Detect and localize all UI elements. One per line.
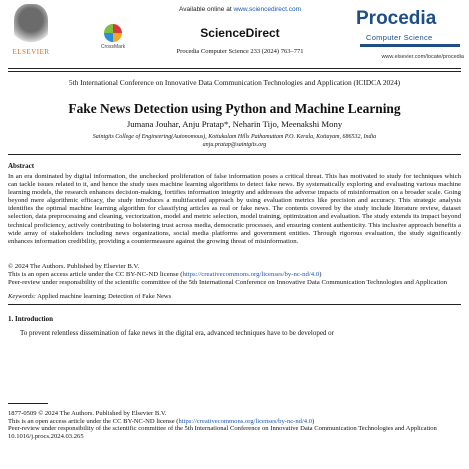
issn-line: 1877-0509 © 2024 The Authors. Published by Elsevier B.V. (8, 410, 167, 417)
crossmark-label: CrossMark (100, 44, 126, 50)
abstract-text: In an era dominated by digital information, the unchecked proliferation of false information poses a critical threat. This has motivated to study for techniques which can tackle issues related to it, and hence the study uses machine learning algorithms to detect fake news. By systematically exploring and evaluating various machine learning models, the research enhances decision-making, fortifies information integrity and addresses the adverse impacts of misinformation on a broader scale. Going beyond mere algorithmic efficacy, the study introduces a multifaceted approach by using evaluation metrics like precision and accuracy. This strategic analysis identifies the optimal machine learning algorithm for classifying articles as real or fake news. The contents covered by the study include literature review, dataset selection, data preprocessing and cleaning, vectorization, model and metric selection, model training, optimization and evaluation. The study extends its impact beyond technical proficiency, actively contributing to bolstering trust across media, democratic processes, and ensuring content authenticity. This inclusive approach benefits a wide array of stakeholders including news organizations, social media platforms and government entities. Through rigorous evaluation, the study significantly enhances information credibility, providing a countermeasure against the growing threat of misinformation. (8, 173, 461, 245)
keywords-line (8, 293, 461, 300)
crossmark-icon[interactable] (104, 24, 122, 42)
affiliation: Saintgits College of Engineering(Autonomous), Kottukulam Hills Pathamuttam P.O. Kerala, Kottayam, 686532, India (92, 134, 377, 140)
sciencedirect-wordmark: ScienceDirect (200, 26, 280, 40)
license-link[interactable]: https://creativecommons.org/licenses/by-nc-nd/4.0 (182, 271, 320, 279)
license-prefix: This is an open access article under the CC BY-NC-ND license ( (8, 271, 183, 279)
keywords-text: Applied machine learning; Detection of Fake News (35, 293, 172, 300)
footer-license-line (8, 418, 461, 426)
footer-license-link[interactable]: https://creativecommons.org/licenses/by-nc-nd/4.0 (178, 417, 313, 425)
copyright-line: © 2024 The Authors. Published by Elsevier B.V. (8, 263, 140, 270)
doi-line[interactable]: 10.1016/j.procs.2024.03.265 (8, 433, 84, 441)
journal-citation: Procedia Computer Science 233 (2024) 763–771 (176, 48, 304, 55)
footer-block (8, 410, 461, 441)
author-list: Jumana Jouhar, Anju Pratap*, Neharin Tijo, Meenakshi Mony (126, 119, 343, 129)
peer-review-line: Peer-review under responsibility of the scientific committee of the 5th International Conference on Innovative Data Communication Technologies and Application (8, 279, 448, 287)
header-rule-top (8, 68, 461, 69)
elsevier-logo (8, 4, 54, 64)
journal-url-link[interactable]: www.elsevier.com/locate/procedia (381, 54, 464, 60)
keywords-label: Keywords: (8, 293, 36, 300)
license-line (8, 271, 461, 279)
abstract-rule-bottom (8, 304, 461, 305)
journal-logo-title: Procedia (356, 8, 437, 29)
header-rule-bottom (8, 71, 461, 72)
abstract-heading: Abstract (8, 162, 35, 170)
elsevier-tree-icon (14, 4, 48, 44)
footer-license-suffix: ) (312, 417, 315, 425)
introduction-text: To prevent relentless dissemination of fake news in the digital era, advanced techniques have to be developed or (20, 329, 335, 337)
elsevier-wordmark: ELSEVIER (12, 48, 50, 56)
sciencedirect-link[interactable]: www.sciencedirect.com (233, 6, 301, 13)
footer-peer-review: Peer-review under responsibility of the scientific committee of the 5th International Conference on Innovative Data Communication Technologies and Application (8, 425, 437, 433)
copyright-block (8, 263, 461, 287)
journal-logo-bar (360, 44, 460, 47)
paper-title: Fake News Detection using Python and Machine Learning (68, 101, 401, 116)
journal-logo-subtitle: Computer Science (366, 33, 433, 42)
available-online-line (140, 6, 340, 13)
abstract-rule-top (8, 154, 461, 155)
footnote-rule (8, 403, 48, 404)
conference-name: 5th International Conference on Innovative Data Communication Technologies and Application (ICIDCA 2024) (68, 78, 401, 87)
available-prefix: Available online at (178, 6, 234, 13)
license-suffix: ) (319, 271, 322, 279)
section-heading-introduction: 1. Introduction (8, 315, 53, 323)
footer-license-prefix: This is an open access article under the CC BY-NC-ND license ( (8, 417, 179, 425)
author-email[interactable]: anju.pratap@saintgits.org (202, 142, 267, 148)
